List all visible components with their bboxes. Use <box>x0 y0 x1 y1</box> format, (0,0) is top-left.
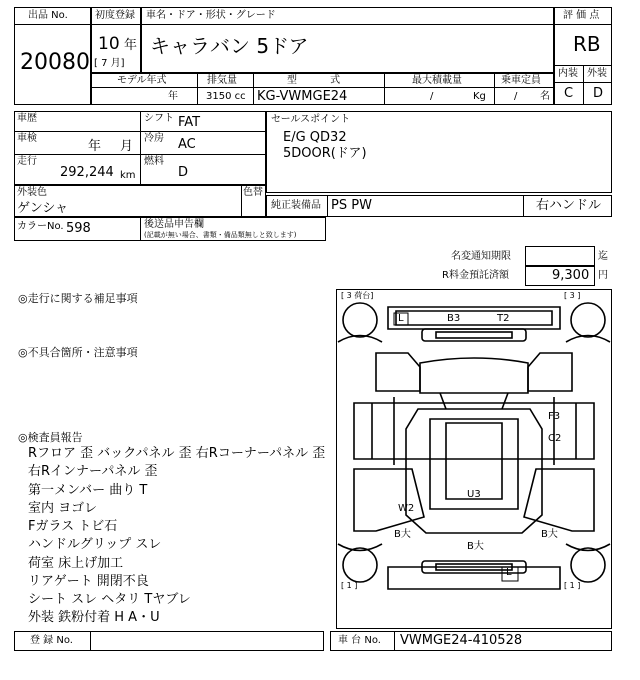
spec-row-divider <box>91 87 554 88</box>
history-label: 車歴 <box>17 113 37 124</box>
shift-label: シフト <box>144 113 174 124</box>
exterior-label: 外装 <box>587 68 607 79</box>
color-value: ゲンシャ <box>17 201 69 216</box>
mileage-value: 292,244 <box>60 165 114 180</box>
supplement-label: ◎走行に関する補足事項 <box>18 292 138 305</box>
handle-value: 右ハンドル <box>536 198 602 213</box>
mileage-label: 走行 <box>17 156 37 167</box>
car-name: キャラバン 5ドア <box>150 34 309 58</box>
inspection-month-unit: 月 <box>120 139 134 154</box>
inspector-line: 外装 鉄粉付着 H A・U <box>28 610 160 625</box>
mark-B3: B3 <box>447 313 461 324</box>
spec-col <box>197 73 198 105</box>
diagram-bracket: [ 1 ] <box>341 581 358 590</box>
sales-point-1: E/G QD32 <box>283 130 347 145</box>
max-load-value: / <box>430 91 434 102</box>
inspector-line: 室内 ヨゴレ <box>28 501 98 516</box>
name-change-box <box>525 246 595 266</box>
interior-grade: C <box>564 86 574 101</box>
mark-L-top: L <box>398 313 404 324</box>
cooler-label: 冷房 <box>144 133 164 144</box>
diagram-bracket: [ 3 荷台] <box>341 291 374 300</box>
mark-C2: C2 <box>548 433 562 444</box>
aftermarket-label: 後送品申告欄 <box>144 219 204 230</box>
first-reg-month: [ 7 月] <box>94 58 125 69</box>
spec-col <box>384 73 385 105</box>
first-reg-year: 10 <box>98 34 120 54</box>
inspector-line: Rフロア 歪 バックパネル 歪 右Rコーナーパネル 歪 <box>28 446 326 461</box>
displacement-value: 3150 cc <box>206 91 246 102</box>
mark-Bdai-center: B大 <box>467 541 484 552</box>
lot-number: 20080 <box>20 50 90 75</box>
car-name-label: 車名・ドア・形状・グレード <box>146 10 276 21</box>
recycle-unit: 円 <box>598 270 608 281</box>
inspection-year-unit: 年 <box>88 139 102 154</box>
mark-L-bottom: L <box>506 567 512 578</box>
model-year-value: 年 <box>168 91 178 102</box>
sales-point-label: セールスポイント <box>271 114 351 125</box>
registration-col <box>90 631 91 651</box>
color-no-value: 598 <box>66 221 91 236</box>
spec-col <box>494 73 495 105</box>
inspector-line: Fガラス トビ石 <box>28 519 118 534</box>
details-col <box>140 111 141 185</box>
color-change-label: 色替 <box>243 187 263 198</box>
lot-label-divider <box>14 24 91 25</box>
color-no-col <box>140 217 141 241</box>
exterior-grade: D <box>593 86 604 101</box>
max-load-label: 最大積載量 <box>412 75 462 86</box>
fuel-label: 燃料 <box>144 156 164 167</box>
chassis-col <box>394 631 395 651</box>
color-label: 外装色 <box>17 187 47 198</box>
inspector-line: 第一メンバー 曲り T <box>28 483 148 498</box>
model-year-label: モデル年式 <box>117 75 167 86</box>
first-reg-year-unit: 年 <box>124 38 138 53</box>
displacement-label: 排気量 <box>207 75 237 86</box>
fuel-value: D <box>178 165 189 180</box>
first-reg-label: 初度登録 <box>95 10 135 21</box>
registration-label: 登 録 No. <box>30 635 73 646</box>
grade-value: RB <box>573 32 601 56</box>
grade-divider <box>554 24 612 25</box>
details-row <box>14 131 266 132</box>
mark-U3: U3 <box>467 489 481 500</box>
inspection-label: 車検 <box>17 133 37 144</box>
capacity-label: 乗車定員 <box>501 75 541 86</box>
lot-label: 出品 No. <box>28 10 68 21</box>
inspector-line: シート スレ ヘタリ Tヤブレ <box>28 592 191 607</box>
mark-T2: T2 <box>497 313 510 324</box>
equipment-label: 純正装備品 <box>271 200 321 211</box>
shift-value: FAT <box>178 115 201 130</box>
grade-sub-divider2 <box>554 82 612 83</box>
mark-Bdai-left: B大 <box>394 529 411 540</box>
diagram-bracket: [ 3 ] <box>564 291 581 300</box>
name-change-label: 名変通知期限 <box>451 251 511 262</box>
type-value: KG-VWMGE24 <box>257 89 348 104</box>
capacity-unit: 名 <box>540 91 550 102</box>
chassis-number: VWMGE24-410528 <box>400 633 523 648</box>
mark-W2: W2 <box>398 503 415 514</box>
grade-label: 評 価 点 <box>563 10 600 21</box>
equipment-col <box>523 195 524 217</box>
mark-Bdai-right: B大 <box>541 529 558 540</box>
mileage-unit: km <box>120 170 136 181</box>
cooler-value: AC <box>178 137 196 152</box>
inspector-line: ハンドルグリップ スレ <box>28 537 162 552</box>
grade-sub-vert <box>583 65 584 105</box>
inspector-line: リアゲート 開閉不良 <box>28 574 149 589</box>
recycle-label: R料金預託済額 <box>442 270 509 281</box>
equipment-col <box>327 195 328 217</box>
diagram-bracket: [ 1 ] <box>564 581 581 590</box>
details-row <box>14 154 266 155</box>
defects-label: ◎不具合箇所・注意事項 <box>18 346 138 359</box>
inspector-line: 右Rインナーパネル 歪 <box>28 464 158 479</box>
sales-point-2: 5DOOR(ドア) <box>283 146 367 161</box>
spec-col <box>253 73 254 105</box>
car-diagram <box>336 289 612 629</box>
recycle-value: 9,300 <box>552 268 590 283</box>
max-load-unit: Kg <box>473 91 486 102</box>
name-change-unit: 迄 <box>598 251 608 262</box>
equipment-value: PS PW <box>331 198 372 213</box>
color-col <box>241 185 242 217</box>
capacity-value: / <box>514 91 518 102</box>
type-label: 型 式 <box>287 75 341 86</box>
aftermarket-note: (記載が無い場合、書類・備品類無しと致します) <box>144 231 297 239</box>
color-no-label: カラーNo. <box>17 221 64 232</box>
mark-F3: F3 <box>548 411 561 422</box>
interior-label: 内装 <box>558 68 578 79</box>
chassis-label: 車 台 No. <box>338 635 381 646</box>
inspector-line: 荷室 床上げ加工 <box>28 556 124 571</box>
inspector-label: ◎検査員報告 <box>18 431 83 444</box>
